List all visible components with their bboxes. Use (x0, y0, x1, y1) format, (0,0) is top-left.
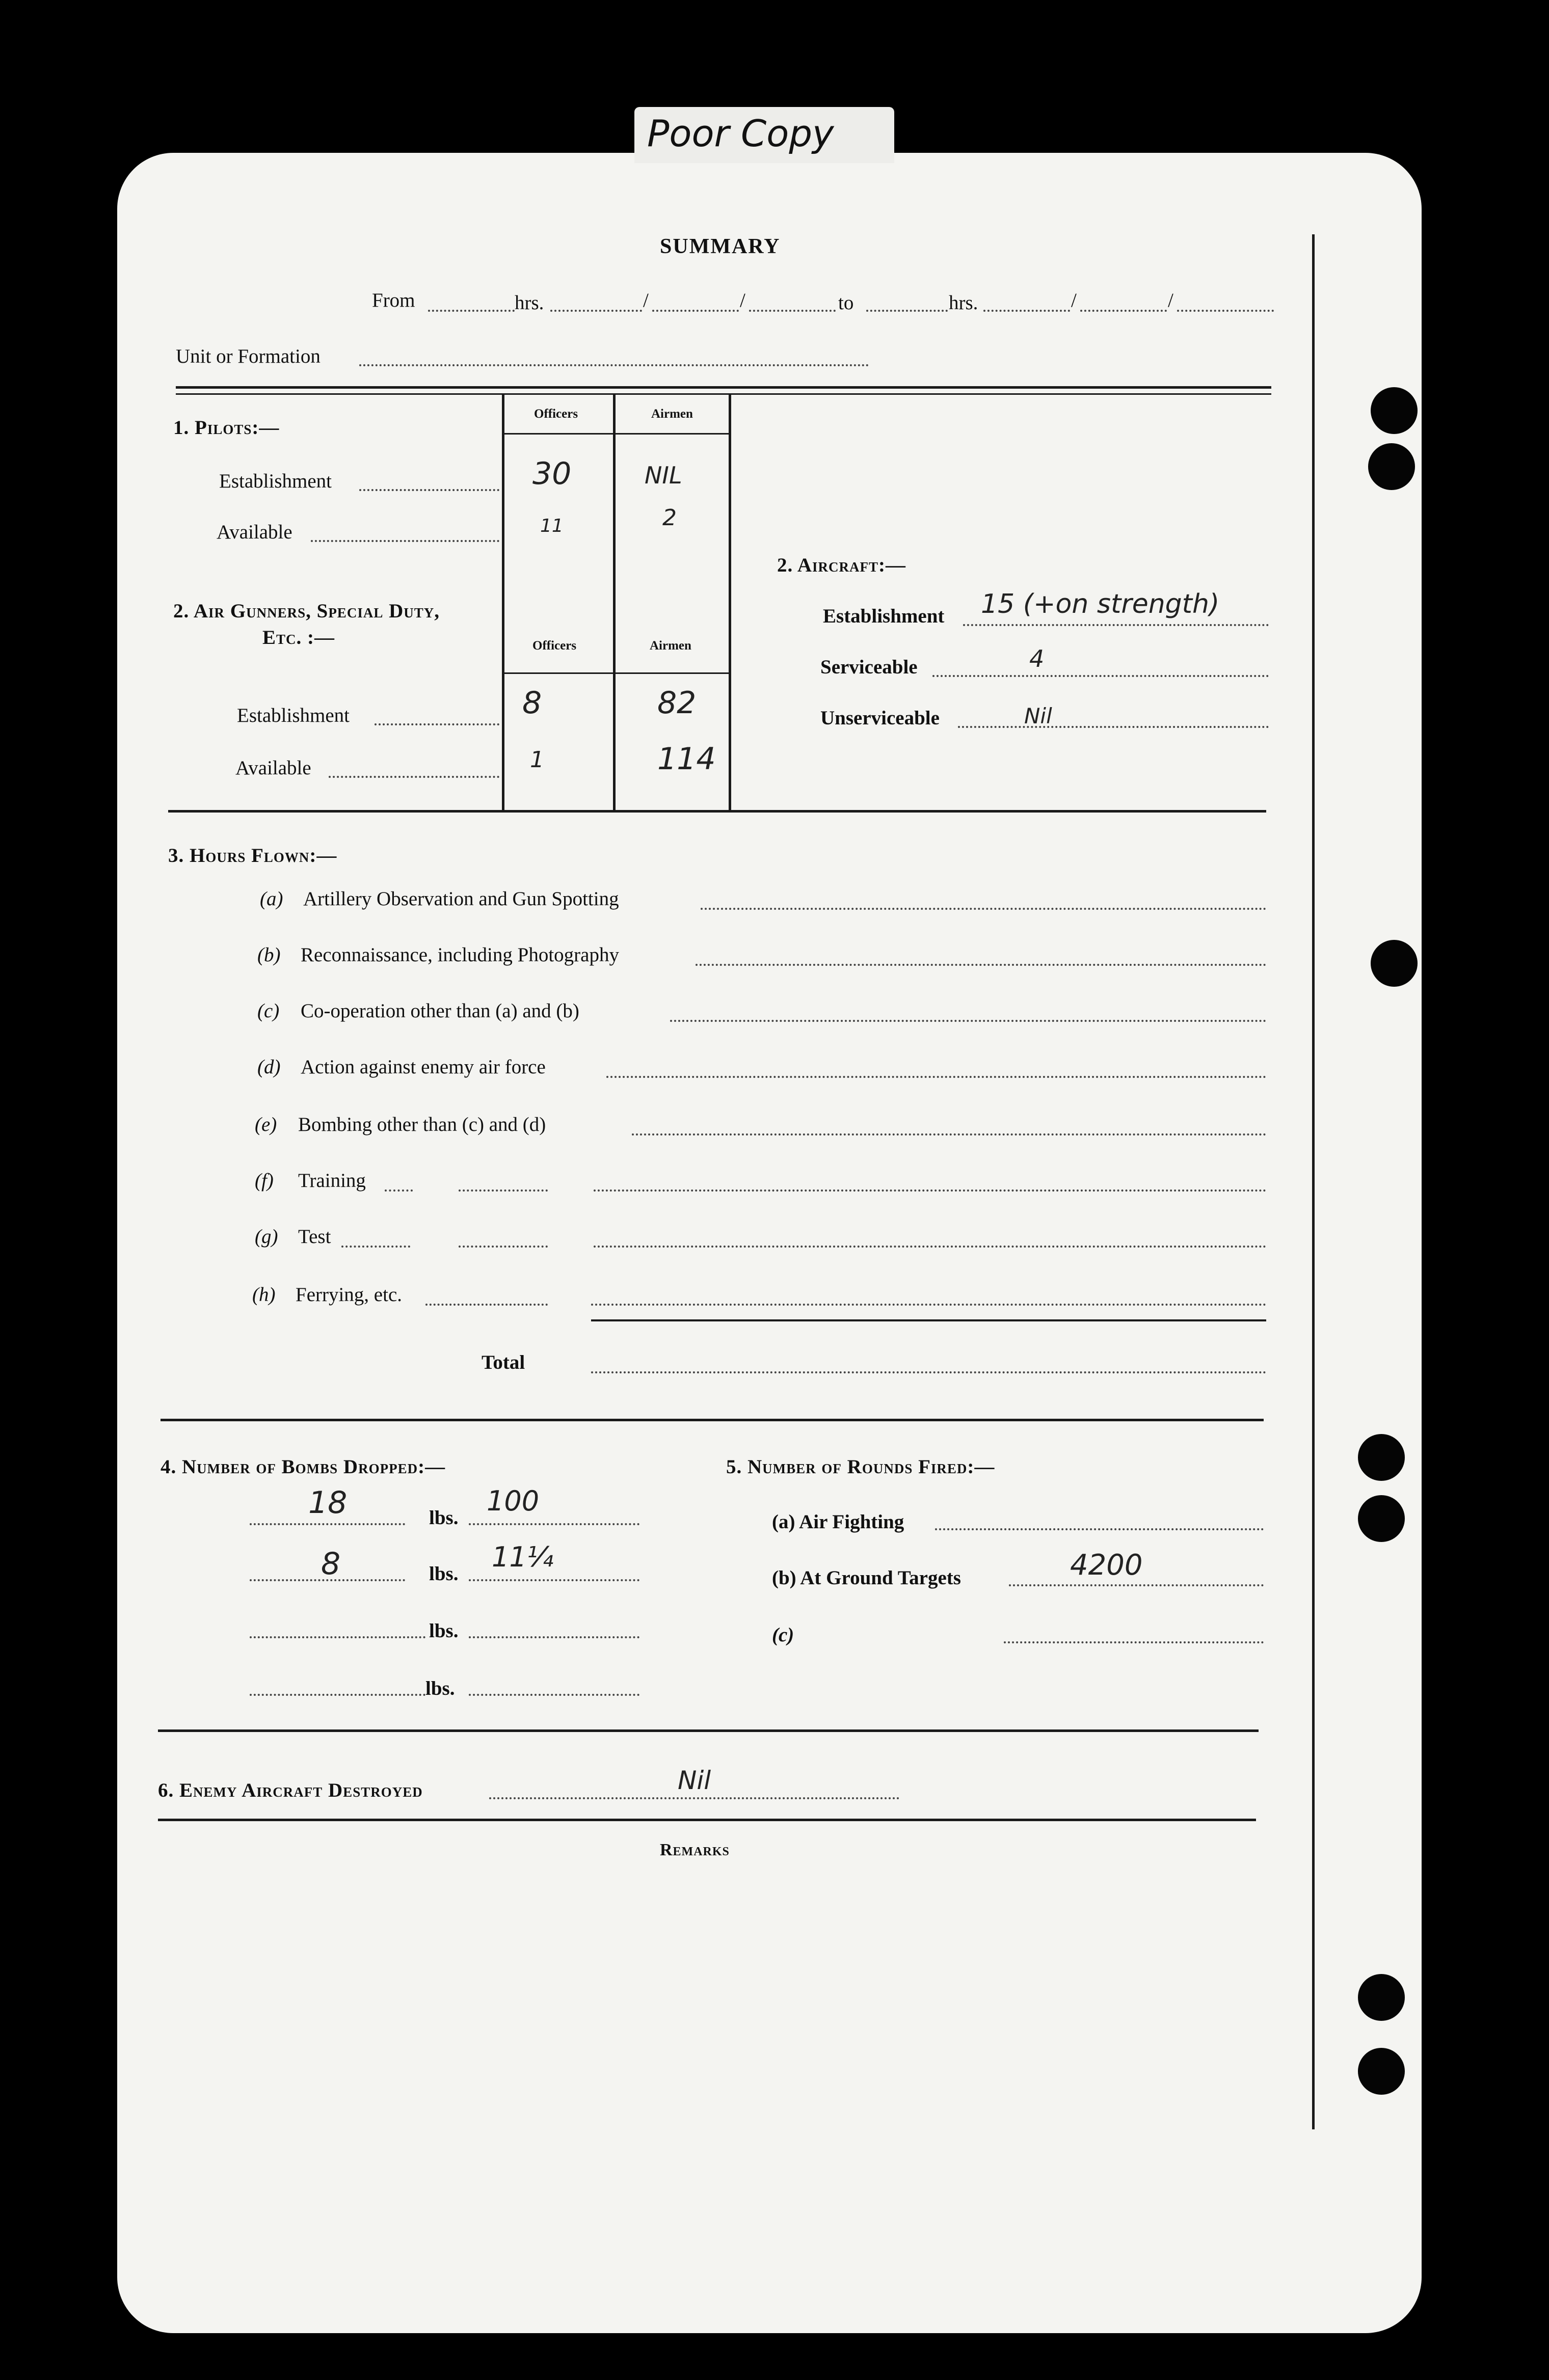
lbs-label: lbs. (429, 1507, 459, 1529)
to-label: to (838, 292, 854, 314)
hours-item-field[interactable] (459, 1246, 548, 1248)
hours-item-field[interactable] (594, 1246, 1266, 1248)
lbs-label: lbs. (425, 1678, 455, 1699)
section-rule (158, 1819, 1256, 1821)
to-field[interactable] (866, 310, 948, 312)
table-rule (613, 395, 616, 810)
leader (311, 540, 499, 542)
section-rule (168, 810, 1266, 813)
hours-item-field[interactable] (425, 1304, 548, 1306)
enemy-aircraft-value[interactable]: Nil (678, 1766, 711, 1795)
to-day-field[interactable] (983, 310, 1070, 312)
pilots-establishment-officers[interactable]: 30 (532, 456, 572, 492)
aircraft-unserviceable-value[interactable]: Nil (1024, 704, 1052, 728)
hours-heading: 3. Hours Flown:— (168, 845, 337, 867)
pilots-available-label: Available (217, 521, 292, 543)
hrs-label: hrs. (949, 292, 978, 314)
section-rule (176, 393, 1271, 395)
hours-item-letter: (h) (252, 1284, 276, 1306)
pilots-available-airmen[interactable]: 2 (662, 505, 677, 531)
col-airmen: Airmen (651, 407, 693, 421)
remarks-area[interactable] (168, 1875, 1269, 2272)
enemy-aircraft-label: 6. Enemy Aircraft Destroyed (158, 1779, 423, 1801)
hours-item-letter: (e) (255, 1114, 277, 1135)
pilots-establishment-airmen[interactable]: NIL (645, 462, 682, 489)
hours-item-label: Co-operation other than (a) and (b) (301, 1000, 579, 1022)
leader (375, 723, 499, 725)
table-rule (502, 433, 731, 435)
hours-item-leader (385, 1189, 413, 1192)
bombs-count[interactable]: 18 (308, 1485, 348, 1521)
pilots-establishment-label: Establishment (219, 470, 332, 492)
hours-item-label: Artillery Observation and Gun Spotting (303, 888, 619, 910)
bombs-weight-field[interactable] (469, 1523, 639, 1525)
col-officers: Officers (532, 639, 577, 653)
bombs-count-field[interactable] (250, 1523, 405, 1525)
rounds-ground-value[interactable]: 4200 (1070, 1549, 1143, 1582)
hours-item-label: Bombing other than (c) and (d) (298, 1114, 546, 1135)
bombs-weight-field[interactable] (469, 1694, 639, 1696)
section-rule (158, 1729, 1259, 1732)
aircraft-heading: 2. Aircraft:— (777, 554, 906, 576)
hours-item-label: Training (298, 1170, 366, 1192)
hours-item-field[interactable] (696, 964, 1266, 966)
hours-item-field[interactable] (632, 1133, 1266, 1135)
lbs-label: lbs. (429, 1563, 459, 1585)
rounds-air-label: (a) Air Fighting (772, 1511, 904, 1533)
from-field[interactable] (428, 310, 515, 312)
hours-item-field[interactable] (670, 1020, 1266, 1022)
table-rule (729, 395, 731, 810)
hours-item-field[interactable] (594, 1189, 1266, 1192)
rounds-other-field[interactable] (1004, 1641, 1264, 1643)
aircraft-establishment-value[interactable]: 15 (+on strength) (981, 589, 1220, 619)
bombs-heading: 4. Number of Bombs Dropped:— (161, 1456, 446, 1478)
binder-hole (1371, 387, 1418, 434)
bombs-count-field[interactable] (250, 1694, 425, 1696)
hrs-label: hrs. (515, 292, 544, 314)
unit-label: Unit or Formation (176, 345, 321, 367)
from-label: From (372, 289, 415, 311)
unit-field[interactable] (359, 364, 869, 366)
hours-item-label: Test (298, 1226, 331, 1248)
aircraft-serviceable-label: Serviceable (820, 656, 918, 678)
from-day-field[interactable] (550, 310, 642, 312)
leader (359, 489, 499, 491)
section-rule (176, 386, 1271, 389)
hours-item-label: Action against enemy air force (301, 1056, 546, 1078)
to-year-field[interactable] (1177, 310, 1274, 312)
to-month-field[interactable] (1080, 310, 1167, 312)
rounds-air-field[interactable] (935, 1528, 1264, 1530)
hours-item-field[interactable] (606, 1076, 1266, 1078)
lbs-label: lbs. (429, 1620, 459, 1642)
enemy-aircraft-field[interactable] (489, 1797, 899, 1799)
gunners-available-officers[interactable]: 1 (530, 747, 544, 773)
hours-item-letter: (d) (257, 1056, 281, 1078)
gunners-establishment-label: Establishment (237, 705, 350, 726)
aircraft-unserviceable-label: Unserviceable (820, 707, 940, 729)
slash: / (740, 289, 745, 311)
aircraft-establishment-label: Establishment (823, 605, 945, 627)
hours-item-label: Ferrying, etc. (296, 1284, 403, 1306)
bombs-count[interactable]: 8 (321, 1546, 341, 1582)
binder-hole (1368, 443, 1415, 490)
aircraft-establishment-field[interactable] (963, 624, 1269, 626)
binder-hole (1358, 2048, 1405, 2095)
hours-item-label: Reconnaissance, including Photography (301, 944, 619, 966)
bombs-weight[interactable]: 100 (487, 1485, 540, 1517)
col-airmen: Airmen (650, 639, 691, 653)
pilots-available-officers[interactable]: 11 (540, 516, 564, 536)
rounds-ground-field[interactable] (1009, 1584, 1264, 1586)
gunners-heading-etc: Etc. :— (262, 627, 335, 648)
bombs-weight-field[interactable] (469, 1579, 639, 1581)
table-rule (502, 672, 731, 674)
binder-hole (1358, 1974, 1405, 2021)
bombs-weight[interactable]: 11¼ (492, 1541, 554, 1573)
hours-item-field[interactable] (591, 1304, 1266, 1306)
from-month-field[interactable] (652, 310, 739, 312)
leader (329, 776, 499, 778)
pilots-heading: 1. Pilots:— (173, 417, 280, 439)
aircraft-unserviceable-field[interactable] (958, 726, 1269, 728)
binder-hole (1371, 940, 1418, 987)
col-officers: Officers (534, 407, 578, 421)
total-label: Total (482, 1351, 525, 1373)
margin-rule (1312, 234, 1315, 2129)
hours-item-letter: (c) (257, 1000, 280, 1022)
bombs-count-field[interactable] (250, 1636, 425, 1638)
hours-item-letter: (a) (260, 888, 283, 910)
gunners-establishment-airmen[interactable]: 82 (657, 685, 697, 721)
gunners-heading: 2. Air Gunners, Special Duty, (173, 600, 440, 622)
gunners-establishment-officers[interactable]: 8 (522, 685, 542, 721)
rounds-ground-label: (b) At Ground Targets (772, 1567, 961, 1589)
slash: / (1168, 289, 1173, 311)
total-field[interactable] (591, 1371, 1266, 1373)
aircraft-serviceable-value[interactable]: 4 (1029, 645, 1045, 672)
binder-hole (1358, 1434, 1405, 1481)
hours-item-field[interactable] (701, 908, 1266, 910)
table-rule (502, 395, 504, 810)
section-rule (161, 1419, 1264, 1421)
hours-item-leader (341, 1246, 410, 1248)
total-rule (591, 1319, 1266, 1321)
gunners-available-label: Available (235, 757, 311, 779)
hours-item-field[interactable] (459, 1189, 548, 1192)
from-year-field[interactable] (749, 310, 836, 312)
slash: / (1071, 289, 1077, 311)
gunners-available-airmen[interactable]: 114 (657, 741, 716, 777)
form-title: SUMMARY (660, 235, 781, 258)
remarks-label: Remarks (660, 1841, 730, 1859)
hours-item-letter: (g) (255, 1226, 278, 1248)
rounds-other-label: (c) (772, 1624, 794, 1646)
hours-item-letter: (b) (257, 944, 281, 966)
aircraft-serviceable-field[interactable] (932, 675, 1269, 677)
slash: / (643, 289, 649, 311)
binder-hole (1358, 1495, 1405, 1542)
bombs-weight-field[interactable] (469, 1636, 639, 1638)
copy-tab-text: Poor Copy (647, 112, 834, 155)
rounds-heading: 5. Number of Rounds Fired:— (726, 1456, 995, 1478)
hours-item-letter: (f) (255, 1170, 274, 1192)
